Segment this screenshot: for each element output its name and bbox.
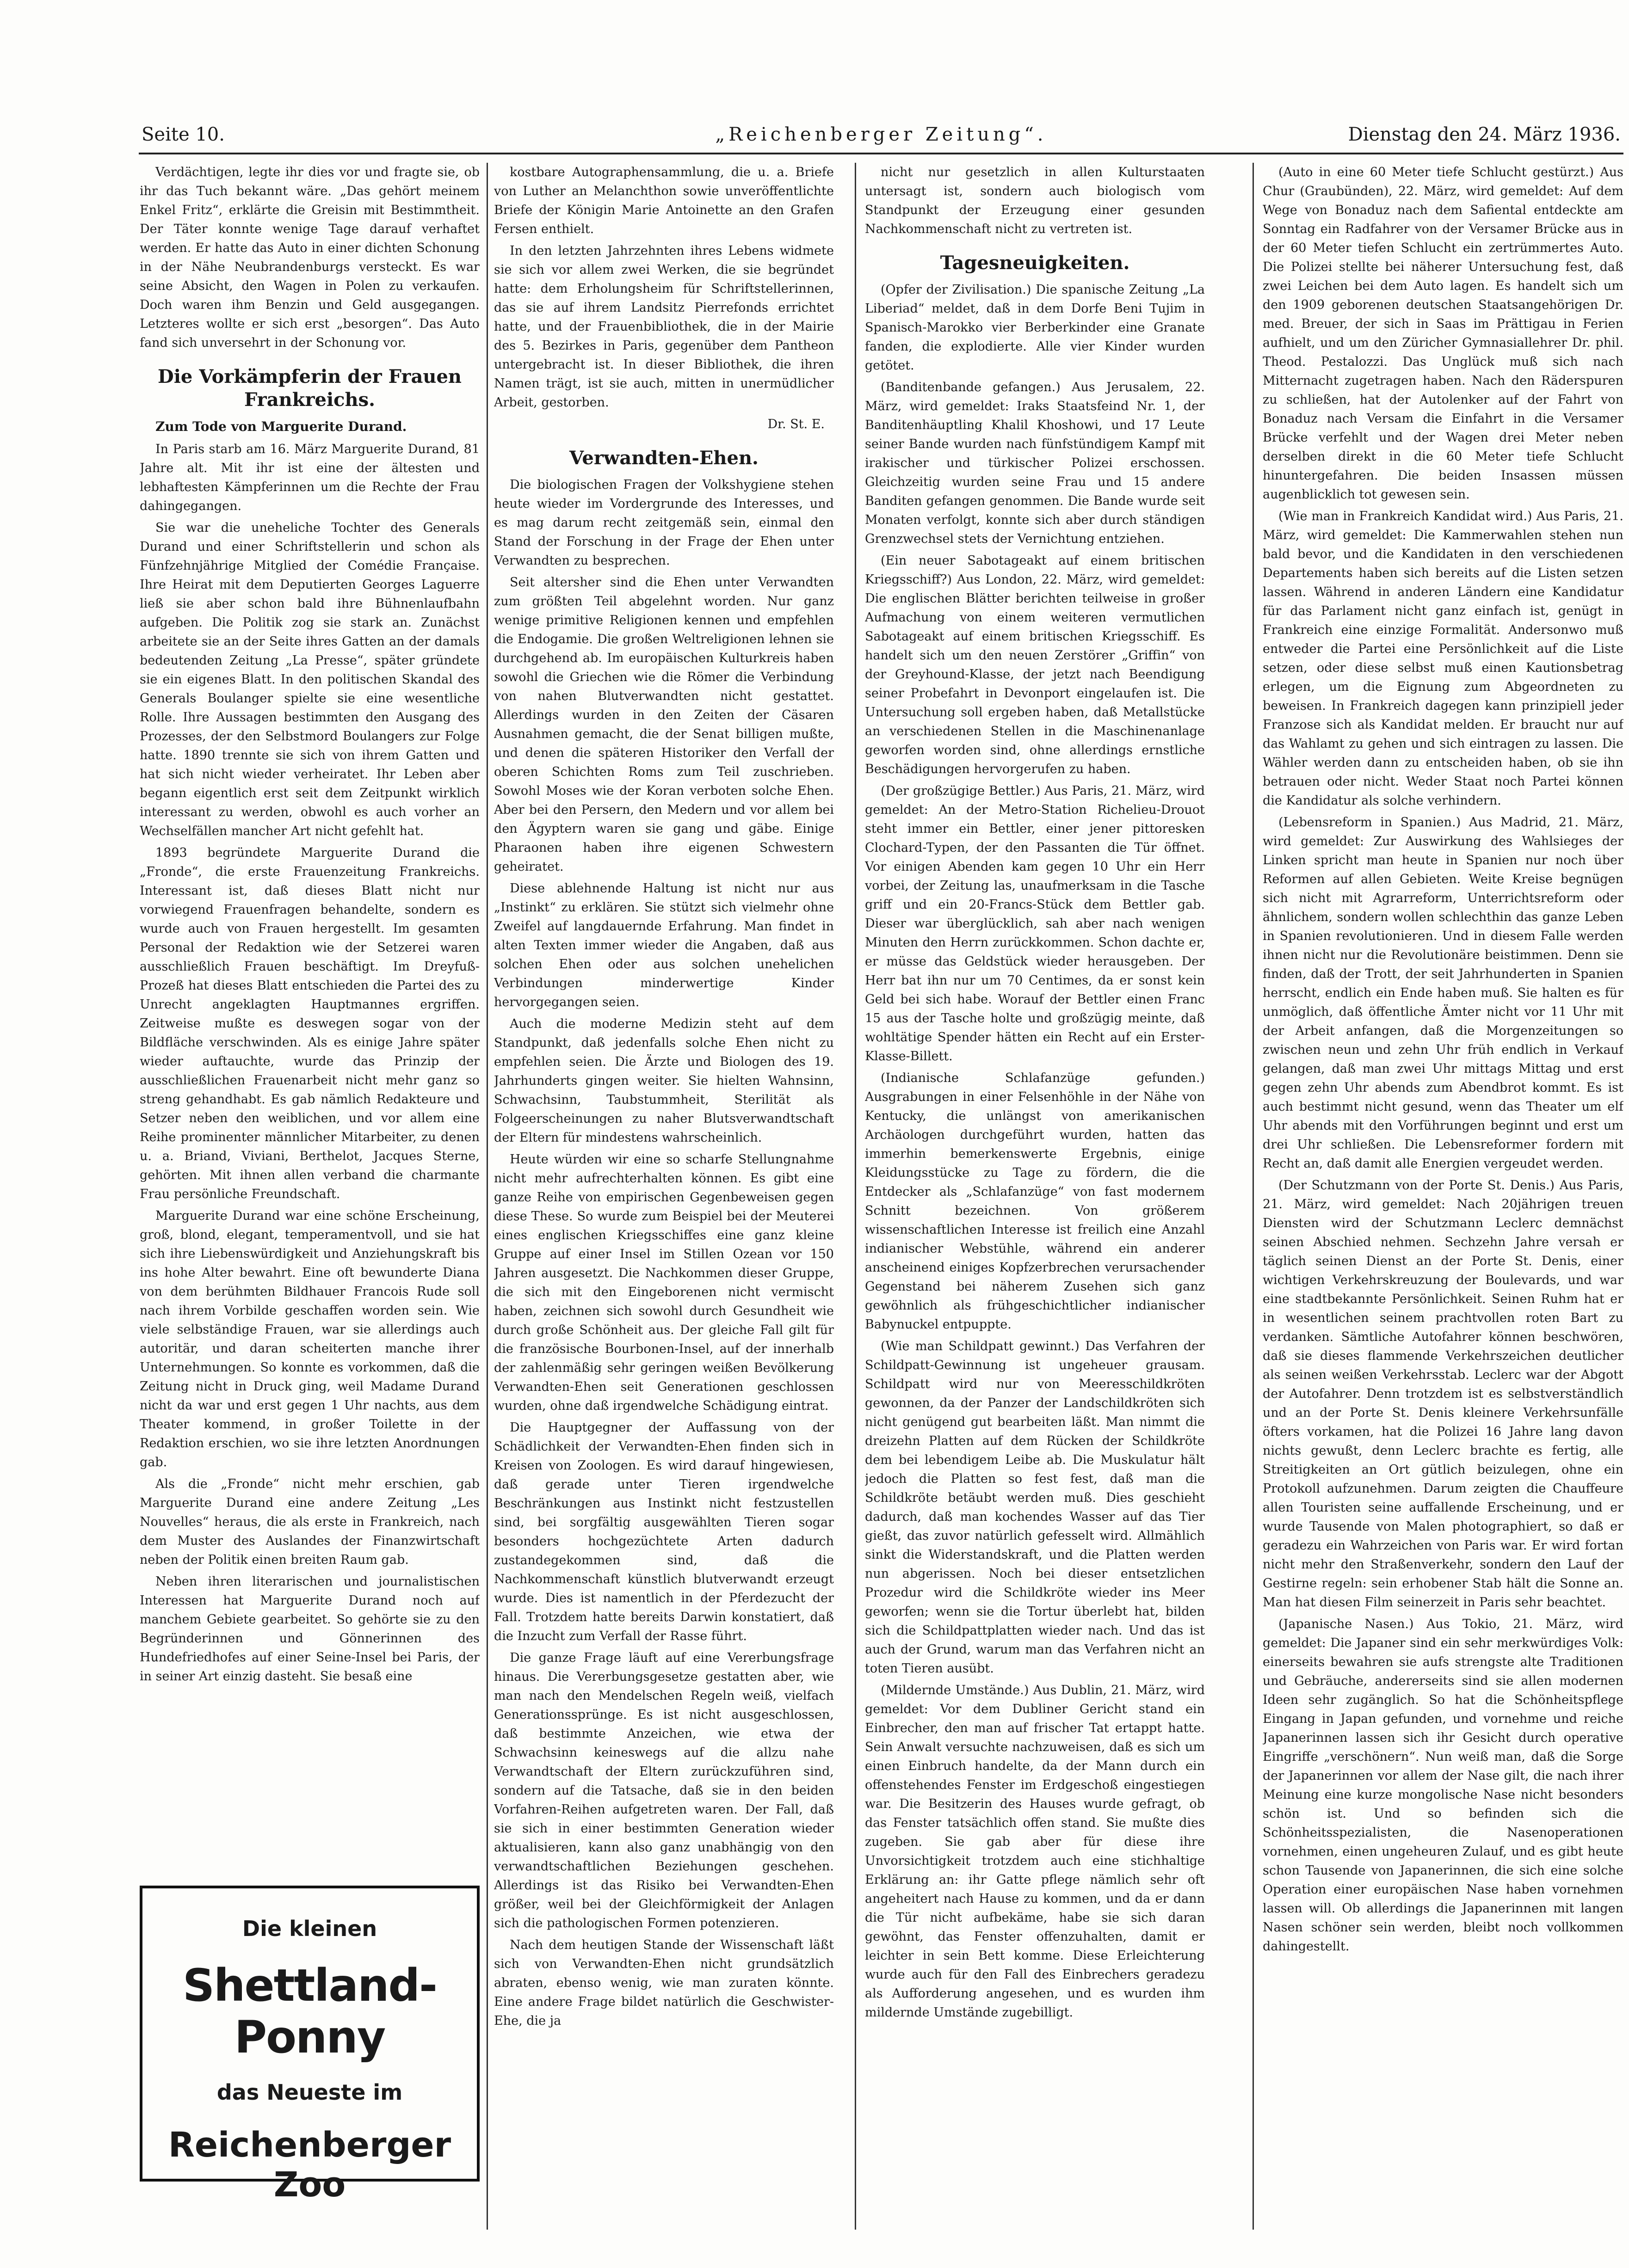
news-item: (Indianische Schlafanzüge gefunden.) Ausgrabungen in einer Felsenhöhle in der Nähe von Kentucky, die unlängst von amerikanischen Archäologen durchgeführt wurden, hatten das immerhin bemerkenswerte Ergebnis, einige Kleidungsstücke zu Tage zu fördern, die die Entdecker als „Schlafanzüge“ von fast modernem Schnitt bezeichnen. Von größerem wissenschaftlichen Interesse ist freilich eine Anzahl indianischer Webstühle, während ein anderer anscheinend einiges Kopfzerbrechen verursachender Gegenstand bei näherem Zusehen sich ganz gewöhnlich als frühgeschichtlicher indianischer Babynuckel entpuppte. (865, 1071, 1205, 1332)
column-1 (140, 163, 480, 1883)
ad-line: Die kleinen (242, 1916, 377, 1941)
section-heading: Tagesneuigkeiten. (940, 252, 1130, 274)
paragraph: Die biologischen Fragen der Volkshygiene stehen heute wieder im Vordergrunde des Interesses, und es mag darum recht zeitgemäß sein, einmal den Stand der Forschung in der Frage der Ehen unter Verwandten zu besprechen. (494, 478, 834, 568)
news-item: (Banditenbande gefangen.) Aus Jerusalem, 22. März, wird gemeldet: Iraks Staatsfeind Nr. 1, der Banditenhäuptling Khalil Khoshowi, und 17 Leute seiner Bande wurden nach fünfstündigem Kampf mit irakischer und türkischer Polizei erschossen. Gleichzeitig wurden seine Frau und 15 andere Banditen gefangen genommen. Die Bande wurde seit Monaten verfolgt, konnte sich aber durch ständigen Grenzwechsel stets der Vernichtung entziehen. (865, 380, 1205, 546)
ad-zoo-name: Reichenberger Zoo (168, 2125, 451, 2205)
article-heading: Die Vorkämpferin der Frauen Frankreichs. (158, 366, 462, 411)
column-2 (494, 163, 834, 2230)
page-header (139, 120, 1623, 154)
news-item: (Ein neuer Sabotageakt auf einem britischen Kriegsschiff?) Aus London, 22. März, wird gemeldet: Die englischen Blätter berichten teilweise in großer Aufmachung von einem weiteren vermutlichen Sabotageakt auf einem britischen Kriegsschiff. Es handelt sich um den neuen Zerstörer „Griffin“ von der Greyhound-Klasse, der jetzt nach Beendigung seiner Probefahrt in Devonport eingelaufen ist. Die Untersuchung soll ergeben haben, daß Metallstücke an verschiedenen Stellen in die Maschinenanlage geworfen worden sind, ohne allerdings ernstliche Beschädigungen hervorgerufen zu haben. (865, 553, 1205, 776)
paragraph: nicht nur gesetzlich in allen Kulturstaaten untersagt ist, sondern auch biologisch vom Standpunkt der Erzeugung einer gesunden Nachkommenschaft nicht zu vertreten ist. (865, 165, 1205, 236)
news-item: (Lebensreform in Spanien.) Aus Madrid, 21. März, wird gemeldet: Zur Auswirkung des Wahlsieges der Linken spricht man heute in Spanien nur noch über Reformen auf allen Gebieten. Weite Kreise begnügen sich nicht mit Agrarreform, Unterrichtsreform oder ähnlichem, sondern wollen schlechthin das ganze Leben in Spanien revolutionieren. Und in diesem Falle werden ihnen nicht nur die Revolutionäre beistimmen. Denn sie finden, daß der Trott, der seit Jahrhunderten in Spanien herrscht, endlich ein Ende haben muß. Sie halten es für unmöglich, daß öffentliche Ämter nicht vor 11 Uhr mit der Arbeit anfangen, daß die Morgenzeitungen so zwischen neun und zehn Uhr früh endlich in Verkauf gelangen, daß man zwei Uhr mittags Mittag und erst gegen zehn Uhr abends zum Abendbrot kommt. Es ist auch bestimmt nicht gesund, wenn das Theater um elf Uhr abends mit den Vorführungen beginnt und erst um drei Uhr schließen. Die Lebensreformer fordern mit Recht an, daß damit alle Energien vergeudet werden. (1263, 815, 1623, 1171)
column-3 (865, 163, 1205, 2230)
newspaper-title: „Reichenberger Zeitung“. (715, 124, 1047, 145)
article-heading: Verwandten-Ehen. (569, 447, 759, 469)
newspaper-page (139, 120, 1629, 2247)
news-item: (Mildernde Umstände.) Aus Dublin, 21. März, wird gemeldet: Vor dem Dubliner Gericht stand ein Einbrecher, den man auf frischer Tat ertappt hatte. Sein Anwalt versuchte nachzuweisen, daß es sich um einen Einbruch handelte, da der Mann durch ein offenstehendes Fenster im Erdgeschoß eingestiegen war. Die Besitzerin des Hauses wurde gefragt, ob das Fenster tatsächlich offen stand. Sie mußte dies zugeben. Sie gab aber für diese ihre Unvorsichtigkeit trotzdem auch eine stichhaltige Erklärung an: ihr Gatte pflege nämlich sehr oft angeheitert nach Hause zu kommen, und da er dann die Tür nicht aufbekäme, habe sie sich daran gewöhnt, das Fenster offenzuhalten, damit er leichter in sein Bett komme. Diese Erleichterung wurde auch für den Fall des Einbrechers geradezu als Aufforderung angesehen, und es wurden ihm mildernde Umstände zugebilligt. (865, 1683, 1205, 2020)
paragraph: Verdächtigen, legte ihr dies vor und fragte sie, ob ihr das Tuch bekannt wäre. „Das gehört meinem Enkel Fritz“, erklärte die Greisin mit Bestimmtheit. Der Täter konnte wenige Tage darauf verhaftet werden. Er hatte das Auto in einer dichten Schonung in der Nähe Neubrandenburgs versteckt. Es war seine Absicht, den Wagen in Polen zu verkaufen. Doch waren ihm Benzin und Geld ausgegangen. Letzteres wollte er sich erst „besorgen“. Das Auto fand sich unversehrt in der Schonung vor. (140, 165, 480, 350)
column-4 (1263, 163, 1623, 2230)
paragraph: Nach dem heutigen Stande der Wissenschaft läßt sich von Verwandten-Ehen nicht grundsätzlich abraten, ebenso wenig, wie man zuraten könnte. Eine andere Frage bildet natürlich die Geschwister-Ehe, die ja (494, 1938, 834, 2028)
news-item: (Auto in eine 60 Meter tiefe Schlucht gestürzt.) Aus Chur (Graubünden), 22. März, wird gemeldet: Auf dem Wege von Bonaduz nach dem Safiental entdeckte am Sonntag ein Radfahrer von der Versamer Brücke aus in der 60 Meter tiefen Schlucht ein zertrümmertes Auto. Die Polizei stellte bei näherer Untersuchung fest, daß zwei Leichen bei dem Auto lagen. Es handelt sich um den 1909 geborenen deutschen Staatsangehörigen Dr. med. Breuer, der sich in Saas im Prättigau in Ferien aufhielt, und um den Züricher Gymnasiallehrer Dr. phil. Theod. Pestalozzi. Das Unglück muß sich nach Mitternacht zugetragen haben. Nach den Räderspuren zu schließen, hat der Autolenker auf der Fahrt von Bonaduz nach Versam die Einfahrt in die Versamer Brücke verfehlt und der Wagen drei Meter neben derselben direkt in die 60 Meter tiefe Schlucht hinuntergefahren. Die beiden Insassen müssen augenblicklich tot gewesen sein. (1263, 165, 1623, 502)
page-number: Seite 10. (142, 124, 225, 145)
paragraph: Die Hauptgegner der Auffassung von der Schädlichkeit der Verwandten-Ehen finden sich in Kreisen von Zoologen. Es wird darauf hingewiesen, daß gerade unter Tieren irgendwelche Beschränkungen aus Instinkt nicht festzustellen sind, bei sorgfältig ausgewählten Tieren sogar besonders hochgezüchtete Arten dadurch zustandegekommen sind, daß die Nachkommenschaft künstlich blutverwandt erzeugt wurde. Dies ist namentlich in der Pferdezucht der Fall. Trotzdem hatte bereits Darwin konstatiert, daß die Inzucht zum Verfall der Rasse führt. (494, 1420, 834, 1643)
paragraph: Auch die moderne Medizin steht auf dem Standpunkt, daß jedenfalls solche Ehen nicht zu empfehlen seien. Die Ärzte und Biologen des 19. Jahrhunderts gingen weiter. Sie hielten Wahnsinn, Schwachsinn, Taubstummheit, Sterilität als Folgeerscheinungen zu naher Blutsverwandtschaft der Eltern für mindestens wahrscheinlich. (494, 1017, 834, 1145)
news-item: (Japanische Nasen.) Aus Tokio, 21. März, wird gemeldet: Die Japaner sind ein sehr merkwürdiges Volk: einerseits bewahren sie aufs strengste alte Traditionen und Gebräuche, andererseits sind sie allen modernen Ideen sehr zugänglich. So hat die Schönheitspflege Eingang in Japan gefunden, und vornehme und reiche Japanerinnen lassen sich ihr Gesicht durch operative Eingriffe „verschönern“. Nun weiß man, daß die Sorge der Japanerinnen vor allem der Nase gilt, die nach ihrer Meinung eine kurze mongolische Nase nicht besonders schön ist. Und so befinden sich die Schönheitsspezialisten, die Nasenoperationen vornehmen, einen ungeheuren Zulauf, und es gibt heute schon Tausende von Japanerinnen, die sich eine solche Operation einer europäischen Nase haben vornehmen lassen will. Ob allerdings die Japanerinnen mit langen Nasen schöner sein werden, bleibt noch vollkommen dahingestellt. (1263, 1617, 1623, 1954)
news-item: (Wie man in Frankreich Kandidat wird.) Aus Paris, 21. März, wird gemeldet: Die Kammerwahlen stehen nun bald bevor, und die Kandidaten in den verschiedenen Departements haben sich bereits auf die Listen setzen lassen. Während in anderen Ländern eine Kandidatur für das Parlament nicht ganz einfach ist, genügt in Frankreich eine einzige Formalität. Andersonwo muß entweder die Partei eine Persönlichkeit auf die Liste setzen, oder diese selbst muß einen Kautionsbetrag erlegen, um die Eignung zum Abgeordneten zu beweisen. In Frankreich dagegen kann prinzipiell jeder Franzose sich als Kandidat melden. Er braucht nur auf das Wahlamt zu gehen und sich eintragen zu lassen. Die Wähler werden dann zu entscheiden haben, ob sie ihn betrauen oder nicht. Weder Staat noch Partei können die Kandidatur als solche verhindern. (1263, 509, 1623, 808)
news-item: (Der großzügige Bettler.) Aus Paris, 21. März, wird gemeldet: An der Metro-Station Richelieu-Drouot steht immer ein Bettler, einer jener pittoresken Clochard-Typen, der den Passanten die Tür öffnet. Vor einigen Abenden kam gegen 10 Uhr ein Herr vorbei, der Zeitung las, unaufmerksam in die Tasche griff und ein 20-Francs-Stück dem Bettler gab. Dieser war überglücklich, sah aber nach wenigen Minuten den Herrn zurückkommen. Schon dachte er, er müsse das Geldstück wieder herausgeben. Der Herr bat ihn nur um 70 Centimes, da er sonst kein Geld bei sich habe. Worauf der Bettler einen Franc 15 aus der Tasche holte und großzügig meinte, daß wohltätige Spender hätten ein Recht auf ein Erster-Klasse-Billett. (865, 784, 1205, 1063)
paragraph: Diese ablehnende Haltung ist nicht nur aus „Instinkt“ zu erklären. Sie stützt sich vielmehr ohne Zweifel auf langdauernde Erfahrung. Man findet in alten Texten immer wieder die Angaben, daß aus solchen Ehen oder aus solchen unehelichen Verbindungen minderwertige Kinder hervorgegangen seien. (494, 881, 834, 1009)
column-rule (1253, 163, 1254, 2230)
paragraph: Seit altersher sind die Ehen unter Verwandten zum größten Teil abgelehnt worden. Nur ganz wenige primitive Religionen kennen und empfehlen die Endogamie. Die großen Weltreligionen lehnen sie durchgehend ab. Im europäischen Kulturkreis haben sowohl die Griechen wie die Römer die Verbindung von nahen Blutverwandten nicht gestattet. Allerdings wurden in den Zeiten der Cäsaren Ausnahmen gemacht, die der Senat billigen mußte, und denen die späteren Historiker den Verfall der oberen Schichten Roms zum Teil zuschrieben. Sowohl Moses wie der Koran verboten solche Ehen. Aber bei den Persern, den Medern und vor allem bei den Ägyptern waren sie gang und gäbe. Einige Pharaonen haben ihre eigenen Schwestern geheiratet. (494, 575, 834, 874)
issue-date: Dienstag den 24. März 1936. (1348, 124, 1621, 145)
news-item: (Opfer der Zivilisation.) Die spanische Zeitung „La Liberiad“ meldet, daß in dem Dorfe Beni Tujim in Spanisch-Marokko vier Berberkinder eine Granate fanden, die explodierte. Alle vier Kinder wurden getötet. (865, 283, 1205, 373)
zoo-advertisement (140, 1886, 480, 2205)
paragraph: Marguerite Durand war eine schöne Erscheinung, groß, blond, elegant, temperamentvoll, und sie hat sich ihre Liebenswürdigkeit und Anziehungskraft bis ins hohe Alter bewahrt. Eine oft bewunderte Diana von dem berühmten Bildhauer Francois Rude soll nach ihrem Vorbilde geschaffen worden sein. Wie viele selbständige Frauen, war sie allerdings auch autoritär, und daran scheiterten manche ihrer Unternehmungen. So konnte es vorkommen, daß die Zeitung nicht in Druck ging, weil Madame Durand nicht da war und erst gegen 1 Uhr nachts, aus dem Theater kommend, in großer Toilette in der Redaktion erschien, wo sie ihre letzten Anordnungen gab. (140, 1209, 480, 1469)
news-item: (Wie man Schildpatt gewinnt.) Das Verfahren der Schildpatt-Gewinnung ist ungeheuer grausam. Schildpatt wird nur von Meeresschildkröten gewonnen, da der Panzer der Landschildkröten sich nicht genügend gut bearbeiten läßt. Man nimmt die dreizehn Platten auf dem Rücken der Schildkröte dem bei lebendigem Leibe ab. Die Muskulatur hält jedoch die Platten so fest fest, daß man die Schildkröte betäubt werden muß. Dies geschieht dadurch, daß man kochendes Wasser auf das Tier gießt, das zuvor natürlich gefesselt wird. Allmählich sinkt die Widerstandskraft, und die Platten werden nun abgerissen. Noch bei dieser entsetzlichen Prozedur wird die Schildkröte wieder ins Meer geworfen; wenn sie die Tortur überlebt hat, bilden sich die Schildpattplatten wieder nach. Und das ist auch der Grund, warum man das Verfahren nicht an toten Tieren ausübt. (865, 1339, 1205, 1676)
ad-headline: Shettland-Ponny (183, 1960, 437, 2063)
column-rule (487, 163, 488, 2230)
paragraph: kostbare Autographensammlung, die u. a. Briefe von Luther an Melanchthon sowie unveröffentlichte Briefe der Königin Marie Antoinette an den Grafen Fersen enthielt. (494, 165, 834, 236)
article-subheading: Zum Tode von Marguerite Durand. (155, 419, 407, 434)
ad-line: das Neueste im (216, 2080, 403, 2105)
column-rule (855, 163, 856, 2230)
author-signature: Dr. St. E. (767, 417, 825, 431)
paragraph: In Paris starb am 16. März Marguerite Durand, 81 Jahre alt. Mit ihr ist eine der ältesten und lebhaftesten Kämpferinnen um die Rechte der Frau dahingegangen. (140, 442, 480, 513)
paragraph: In den letzten Jahrzehnten ihres Lebens widmete sie sich vor allem zwei Werken, die sie begründet hatte: dem Erholungsheim für Schriftstellerinnen, das sie auf ihrem Landsitz Pierrefonds errichtet hatte, und der Frauenbibliothek, die in der Mairie des 5. Bezirkes in Paris, gegenüber dem Pantheon untergebracht ist. In dieser Bibliothek, die ihren Namen trägt, ist sie auch, mitten in unermüdlicher Arbeit, gestorben. (494, 244, 834, 410)
paragraph: Heute würden wir eine so scharfe Stellungnahme nicht mehr aufrechterhalten können. Es gibt eine ganze Reihe von empirischen Gegenbeweisen gegen diese These. So wurde zum Beispiel bei der Meuterei eines englischen Kriegsschiffes eine ganz kleine Gruppe auf einer Insel im Stillen Ozean vor 150 Jahren ausgesetzt. Die Nachkommen dieser Gruppe, die sich mit den Eingeborenen nicht vermischt haben, zeichnen sich sowohl durch Gesundheit wie durch große Schönheit aus. Der gleiche Fall gilt für die französische Bourbonen-Insel, auf der innerhalb der zahlenmäßig sehr geringen weißen Bevölkerung Verwandten-Ehen seit Generationen geschlossen wurden, ohne daß irgendwelche Schädigung eintrat. (494, 1152, 834, 1413)
news-item: (Der Schutzmann von der Porte St. Denis.) Aus Paris, 21. März, wird gemeldet: Nach 20jährigen treuen Diensten wird der Schutzmann Leclerc demnächst seinen Abschied nehmen. Sechzehn Jahre versah er täglich seinen Dienst an der Porte St. Denis, einer wichtigen Verkehrskreuzung der Boulevards, und war eine stadtbekannte Persönlichkeit. Seinen Ruhm hat er in wesentlichen seinem prachtvollen roten Bart zu verdanken. Sämtliche Autofahrer können beschwören, daß sie dieses flammende Verkehrszeichen deutlicher als seinen weißen Verkehrsstab. Leclerc war der Abgott der Autofahrer. Denn trotzdem ist es selbstverständlich und an der Porte St. Denis kleinere Verkehrsunfälle öfters vorkamen, hat die Polizei 16 Jahre lang davon nichts gewußt, denn Leclerc brachte es fertig, alle Streitigkeiten an Ort gütlich beizulegen, ohne ein Protokoll aufzunehmen. Darum zeigten die Chauffeure allen Touristen seine auffallende Erscheinung, und er wurde Tausende von Malen photographiert, so daß er geradezu ein Wahrzeichen von Paris war. Er wird fortan nicht mehr den Straßenverkehr, sondern den Lauf der Gestirne regeln: sein erhobener Stab hält die Sonne an. Man hat diesen Film seinerzeit in Paris sehr beachtet. (1263, 1178, 1623, 1610)
paragraph: Neben ihren literarischen und journalistischen Interessen hat Marguerite Durand noch auf manchem Gebiete gearbeitet. So gehörte sie zu den Begründerinnen und Gönnerinnen des Hundefriedhofes auf einer Seine-Insel bei Paris, der in seiner Art einzig dasteht. Sie besaß eine (140, 1574, 480, 1684)
paragraph: Sie war die uneheliche Tochter des Generals Durand und einer Schriftstellerin und schon als Fünfzehnjährige Mitglied der Comédie Française. Ihre Heirat mit dem Deputierten Georges Laguerre ließ sie aber schon bald ihre Bühnenlaufbahn aufgeben. Die Politik zog sie stark an. Zunächst arbeitete sie an der Seite ihres Gatten an der damals bedeutenden Zeitung „La Presse“, später gründete sie ein eigenes Blatt. In den politischen Skandal des Generals Boulanger spielte sie eine wesentliche Rolle. Ihre Aussagen bestimmten den Ausgang des Prozesses, der den Selbstmord Boulangers zur Folge hatte. 1890 trennte sie sich von ihrem Gatten und hat sich nicht wieder verheiratet. Ihr Leben aber begann eigentlich erst seit dem Zeitpunkt wirklich interessant zu werden, obwohl es auch vorher an Wechselfällen mancher Art nicht gefehlt hat. (140, 521, 480, 838)
paragraph: Als die „Fronde“ nicht mehr erschien, gab Marguerite Durand eine andere Zeitung „Les Nouvelles“ heraus, die als erste in Frankreich, nach dem Muster des Auslandes der Finanzwirtschaft neben der Politik einen breiten Raum gab. (140, 1477, 480, 1567)
paragraph: 1893 begründete Marguerite Durand die „Fronde“, die erste Frauenzeitung Frankreichs. Interessant ist, daß dieses Blatt nicht nur vorwiegend Frauenfragen behandelte, sondern es wurde auch von Frauen hergestellt. Im gesamten Personal der Redaktion wie der Setzerei waren ausschließlich Frauen beschäftigt. Im Dreyfuß-Prozeß hat dieses Blatt entschieden die Partei des zu Unrecht angeklagten Hauptmannes ergriffen. Zeitweise mußte es deswegen sogar von der Bildfläche verschwinden. Als es einige Jahre später wieder auftauchte, wurde das Prinzip der ausschließlichen Frauenarbeit nicht mehr ganz so streng gehandhabt. Es gab nämlich Redakteure und Setzer neben den weiblichen, und vor allem eine Reihe prominenter männlicher Mitarbeiter, zu denen u. a. Briand, Viviani, Berthelot, Jacques Sterne, gehörten. Mit ihnen allen verband die charmante Frau persönliche Freundschaft. (140, 846, 480, 1201)
paragraph: Die ganze Frage läuft auf eine Vererbungsfrage hinaus. Die Vererbungsgesetze gestatten aber, wie man nach den Mendelschen Regeln weiß, vielfach Generationssprünge. Es ist nicht ausgeschlossen, daß bestimmte Anzeichen, wie etwa der Schwachsinn keineswegs auf die allzu nahe Verwandtschaft der Eltern zurückzuführen sind, sondern auf die Tatsache, daß sie in den beiden Vorfahren-Reihen aufgetreten waren. Der Fall, daß sie sich in einer bestimmten Generation wieder aktualisieren, kann also ganz unabhängig von den verwandtschaftlichen Beziehungen geschehen. Allerdings ist das Risiko bei Verwandten-Ehen größer, weil bei der Gleichförmigkeit der Anlagen sich die pathologischen Formen potenzieren. (494, 1651, 834, 1930)
